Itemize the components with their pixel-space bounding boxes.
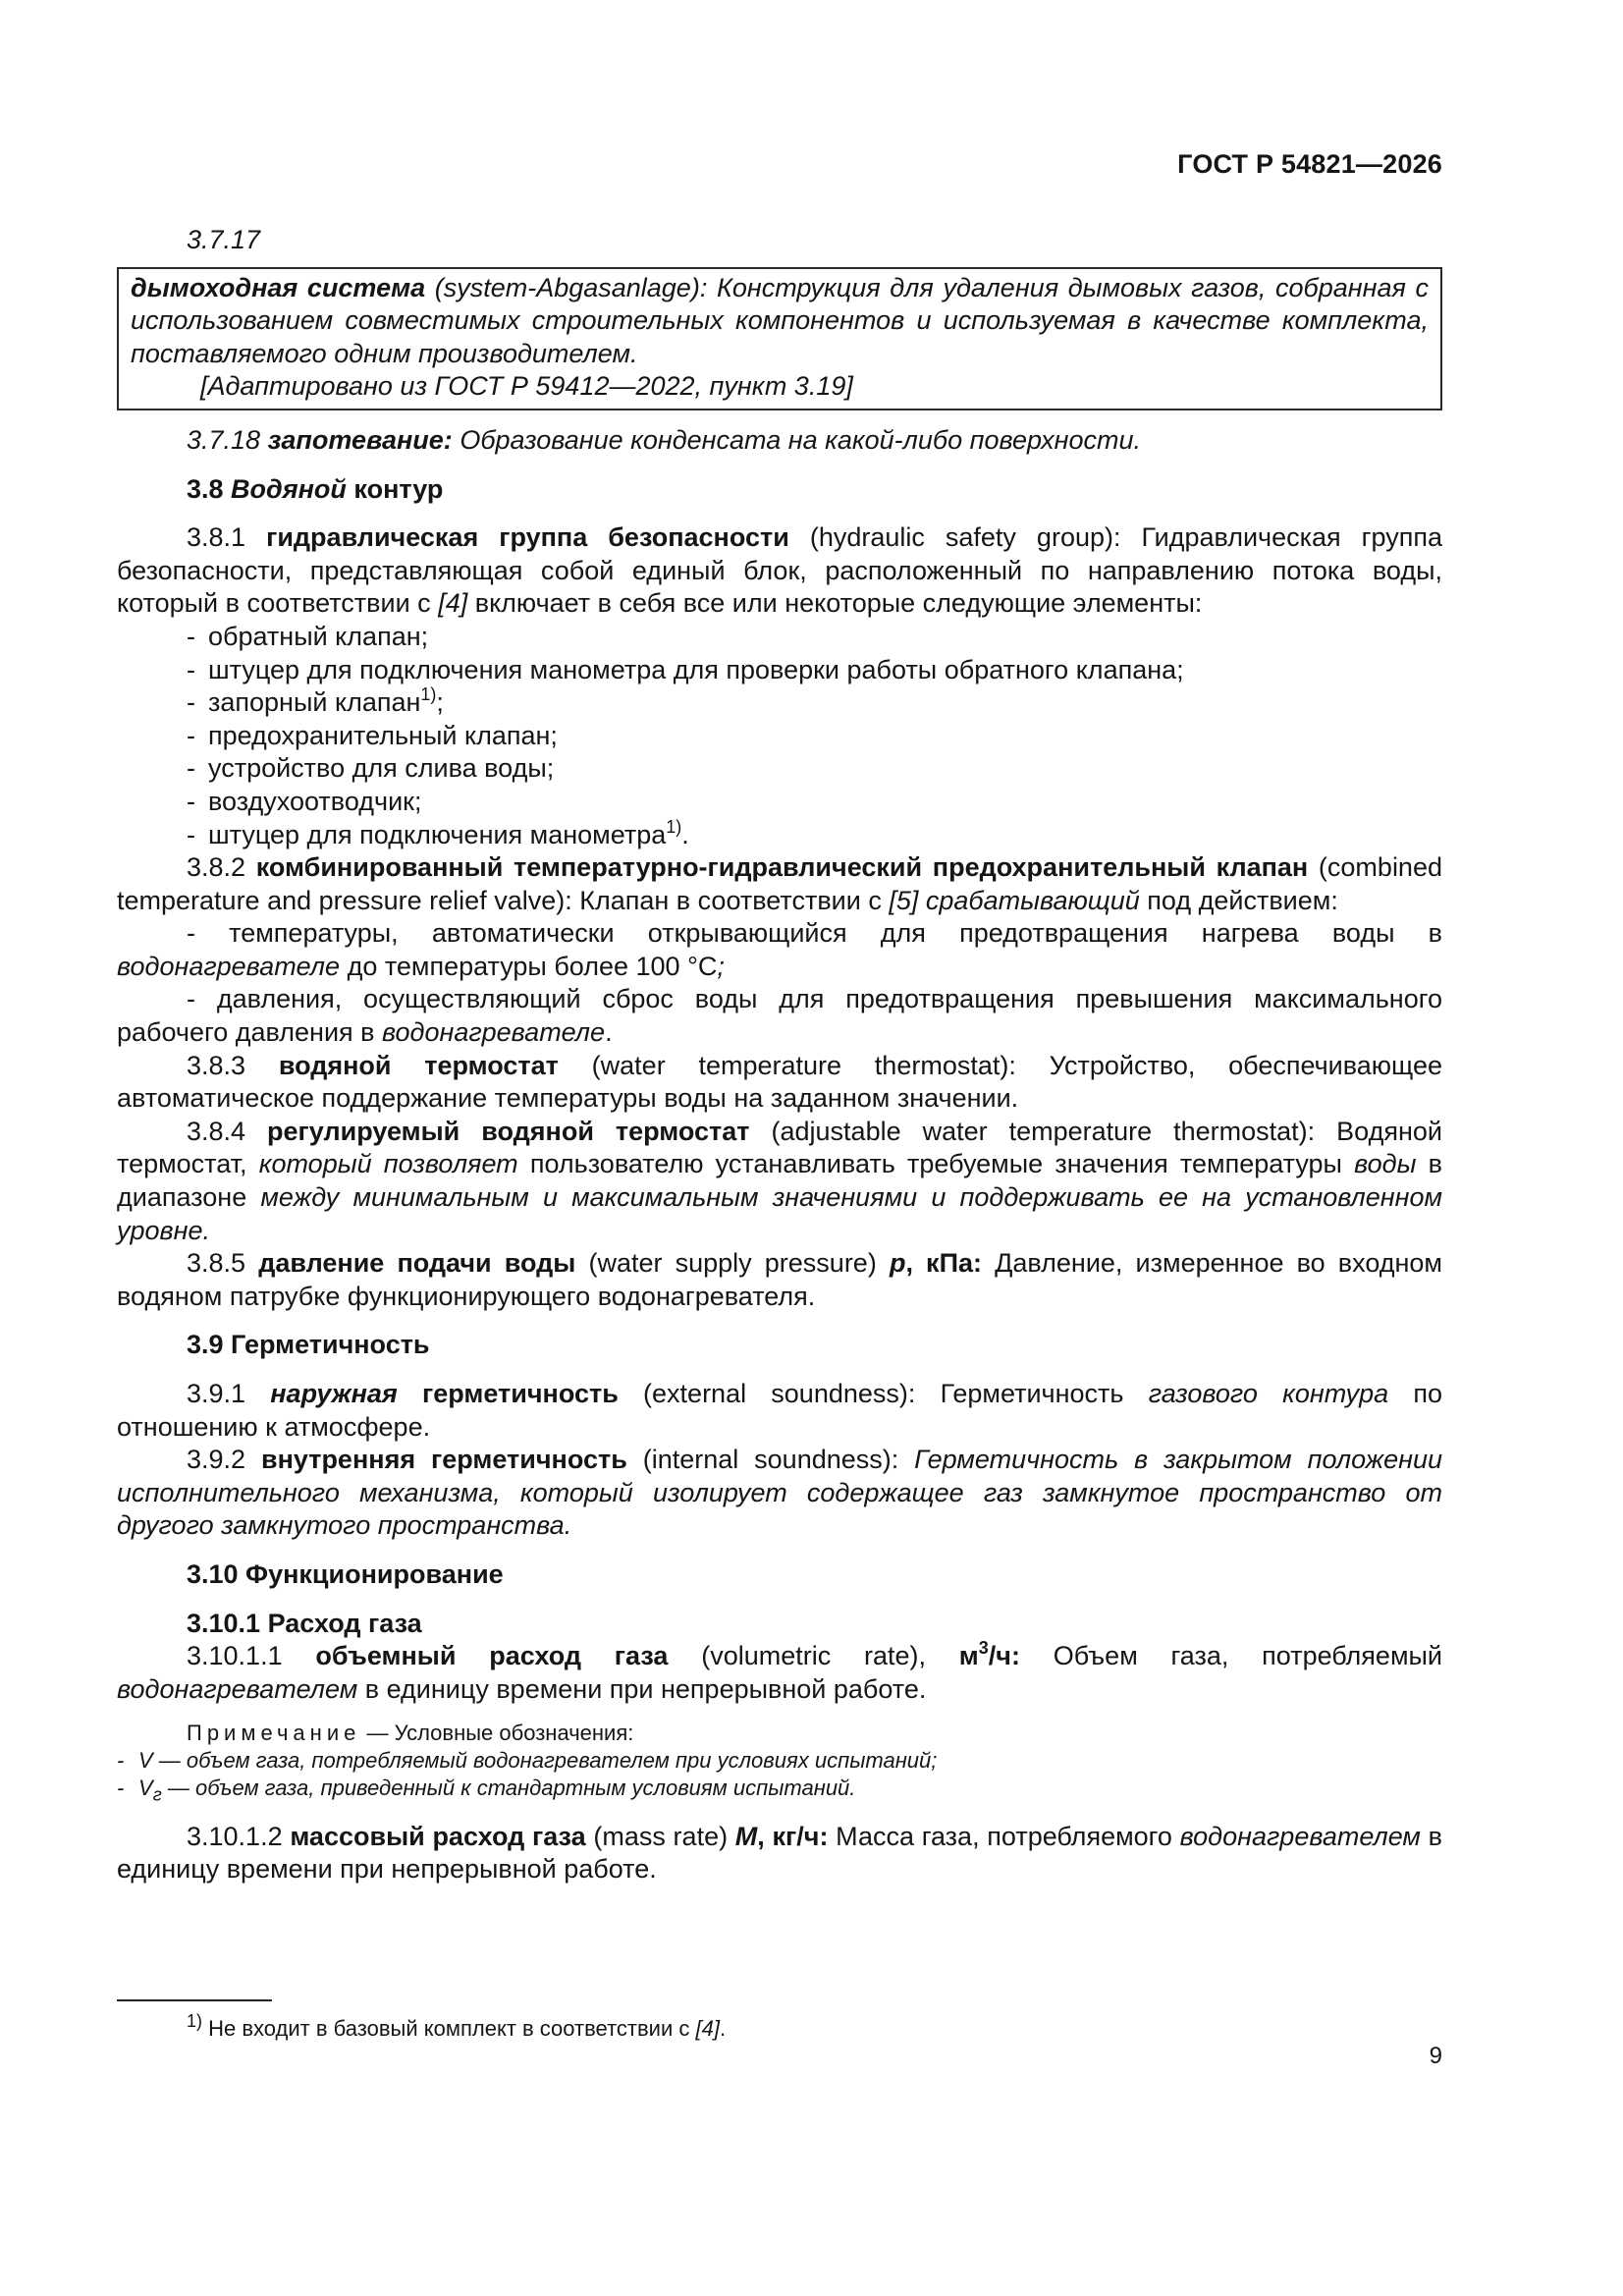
term-unit: м	[958, 1641, 979, 1671]
page-content	[117, 224, 1442, 1886]
term-unit: , кг/ч:	[757, 1821, 829, 1851]
list-item: - устройство для слива воды;	[187, 753, 555, 784]
note-intro-text: — Условные обозначения:	[360, 1721, 634, 1746]
note-symbol-subscript: г	[152, 1783, 162, 1805]
term-name: массовый расход газа	[290, 1821, 586, 1851]
section-title-italic: Водяной	[231, 473, 347, 504]
term-definition-italic: водонагревателем	[1179, 1821, 1421, 1851]
term-name: регулируемый водяной термостат	[267, 1116, 750, 1146]
bullet-punct: ;	[717, 951, 725, 981]
term-3-8-4	[117, 1116, 1442, 1247]
term-name: давление подачи воды	[258, 1248, 576, 1279]
element-list	[117, 621, 1442, 851]
list-item-text: штуцер для подключения манометра	[208, 819, 667, 849]
term-3-8-2	[117, 851, 1442, 917]
note-symbol: V	[138, 1776, 153, 1801]
term-definition: Конструкция для удаления дымовых газов, собранная с использованием совместимых строительных компонентов и используемая в качестве комплекта, поставляемого одним производителем.	[131, 272, 1430, 368]
term-definition: в единицу времени при непрерывной работе.	[117, 1821, 1442, 1885]
term-english: (volumetric rate),	[668, 1641, 959, 1671]
note-text: — объем газа, приведенный к стандартным условиям испытаний.	[161, 1776, 856, 1801]
page-number: 9	[1429, 2043, 1442, 2069]
term-3-8-1	[117, 521, 1442, 621]
term-english: (hydraulic safety group):	[788, 522, 1142, 553]
unit-superscript: 3	[978, 1638, 989, 1659]
term-definition-italic: воды	[1354, 1149, 1417, 1179]
term-definition: в единицу времени при непрерывной работе.	[357, 1673, 927, 1704]
bullet-text-tail: до температуры более 100 °C	[340, 951, 718, 981]
term-definition-tail: включает в себя все или некоторые следующие элементы:	[467, 588, 1203, 619]
term-definition-italic: который позволяет	[258, 1149, 518, 1179]
section-heading-3-10: 3.10 Функционирование	[187, 1558, 504, 1589]
note-symbol: V	[138, 1748, 153, 1774]
term-definition-italic: водонагревателем	[117, 1673, 358, 1704]
term-definition: Объем газа, потребляемый	[1019, 1641, 1442, 1671]
term-number: 3.8.3	[187, 1050, 279, 1080]
term-definition: в диапазоне	[117, 1149, 1442, 1213]
term-3-7-18	[117, 424, 1442, 458]
note-list-item: - $V_г$ — объем газа, приведенный к стандартным условиям испытаний.	[117, 1776, 856, 1805]
term-unit: , кПа:	[905, 1248, 982, 1279]
term-name: объемный расход газа	[315, 1641, 669, 1671]
term-definition-tail: под действием:	[1139, 885, 1338, 915]
list-item-text: воздухоотводчик;	[208, 786, 422, 816]
bullet-text: - давления, осуществляющий сброс воды для предотвращения превышения максимального рабочего давления в	[117, 984, 1442, 1048]
bullet-text: - температуры, автоматически открывающийся для предотвращения нагрева воды в	[187, 918, 1442, 949]
term-english: (adjustable water temperature thermostat):	[749, 1116, 1337, 1146]
list-item: - воздухоотводчик;	[187, 786, 422, 816]
term-3-8-5	[117, 1247, 1442, 1313]
term-english: (water supply pressure)	[575, 1248, 890, 1279]
bullet-italic: водонагревателе	[117, 951, 341, 981]
term-number: 3.8.1	[187, 522, 267, 553]
term-name: комбинированный температурно-гидравлический предохранительный клапан	[255, 852, 1309, 883]
term-3-8-2-bullet-temperature	[117, 917, 1442, 983]
term-english: (external soundness):	[618, 1379, 941, 1408]
note-text: — объем газа, потребляемый водонагревателем при условиях испытаний;	[152, 1748, 938, 1774]
list-item: - штуцер для подключения манометра$^{1)}$.	[187, 816, 689, 849]
term-definition: Давление, измеренное во входном водяном патрубке функционирующего водонагревателя.	[117, 1248, 1442, 1311]
term-3-7-17-definition	[131, 272, 1429, 371]
term-number: 3.9.1	[187, 1379, 271, 1408]
term-name: дымоходная система	[131, 272, 426, 302]
term-name: водяной термостат	[278, 1050, 559, 1080]
standard-code: ГОСТ Р 54821—2026	[1177, 149, 1442, 179]
list-item-tail: .	[681, 819, 689, 849]
note-intro	[117, 1720, 1442, 1747]
footnote-marker: 1)	[666, 816, 682, 837]
term-name: запотевание:	[267, 424, 453, 455]
term-3-9-1	[117, 1378, 1442, 1444]
term-name-italic: наружная	[270, 1379, 398, 1408]
term-name: внутренняя герметичность	[260, 1445, 627, 1475]
reference: [5] срабатывающий	[889, 885, 1140, 915]
list-item-text: предохранительный клапан;	[208, 720, 558, 750]
term-name: гидравлическая группа безопасности	[266, 522, 789, 553]
term-symbol: M	[734, 1821, 758, 1851]
term-name: герметичность	[397, 1379, 619, 1408]
list-item-tail: ;	[436, 687, 444, 718]
term-english: (water temperature thermostat):	[558, 1050, 1050, 1080]
term-english: (mass rate)	[585, 1821, 735, 1851]
term-definition: Масса газа, потребляемого	[828, 1821, 1180, 1851]
term-definition-italic: газового контура	[1148, 1379, 1389, 1408]
term-definition: пользователю устанавливать требуемые значения температуры	[517, 1149, 1355, 1179]
term-definition: по отношению к атмосфере.	[117, 1379, 1443, 1442]
term-unit-tail: /ч:	[988, 1641, 1020, 1671]
list-item: - запорный клапан$^{1)}$;	[187, 684, 444, 718]
footnote-marker: 1)	[187, 2010, 203, 2031]
list-item-text: обратный клапан;	[208, 621, 429, 651]
term-definition: Устройство, обеспечивающее автоматическое поддержание температуры воды на заданном значении.	[117, 1050, 1442, 1114]
bullet-italic: водонагревателе	[382, 1017, 606, 1048]
term-source: [Адаптировано из ГОСТ Р 59412—2022, пункт 3.19]	[200, 371, 853, 402]
term-definition-italic: между минимальным и максимальным значениями и поддерживать ее на установленном уровне.	[117, 1182, 1442, 1245]
list-item-text: штуцер для подключения манометра для проверки работы обратного клапана;	[208, 654, 1184, 684]
term-number: 3.9.2	[187, 1445, 261, 1475]
section-title: контур	[346, 473, 444, 504]
term-3-10-1-2	[117, 1821, 1442, 1886]
section-number: 3.8	[187, 473, 232, 504]
term-number: 3.10.1.2	[187, 1821, 291, 1851]
note-list	[117, 1747, 1442, 1808]
list-item-text: устройство для слива воды;	[208, 753, 555, 784]
term-definition: Герметичность	[940, 1379, 1149, 1408]
note-label: Примечание	[187, 1721, 361, 1746]
term-definition: Гидравлическая группа безопасности, представляющая собой единый блок, расположенный по направлению потока воды, который в соответствии с	[117, 522, 1442, 619]
term-3-8-2-bullet-pressure	[117, 983, 1442, 1049]
term-definition-italic: Герметичность в закрытом положении исполнительного механизма, который изолирует содержащее газ замкнутое пространство от другого замкнутого пространства.	[117, 1445, 1442, 1541]
term-english: (combined temperature and pressure relief valve):	[117, 852, 1442, 915]
footnote-marker: 1)	[420, 684, 437, 705]
term-number: 3.10.1.1	[187, 1641, 316, 1671]
footnote-text: Не входит в базовый комплект в соответствии с	[202, 2016, 696, 2041]
list-item: - предохранительный клапан;	[187, 720, 558, 750]
term-3-9-2	[117, 1444, 1442, 1543]
reference: [4]	[438, 588, 468, 619]
subsection-heading-3-10-1: 3.10.1 Расход газа	[187, 1608, 422, 1638]
term-box-3-7-17	[117, 267, 1442, 410]
footnote-divider	[117, 1999, 272, 2001]
list-item: - штуцер для подключения манометра для проверки работы обратного клапана;	[187, 654, 1184, 684]
section-heading-3-8	[117, 473, 1442, 507]
note-block	[117, 1720, 1442, 1808]
note-list-item: - V — объем газа, потребляемый водонагревателем при условиях испытаний;	[117, 1748, 938, 1774]
footnote-reference: [4]	[695, 2016, 720, 2041]
term-number: 3.7.18	[187, 424, 268, 455]
term-english: (internal soundness):	[626, 1445, 915, 1475]
term-number: 3.8.4	[187, 1116, 268, 1146]
term-definition: Водяной термостат,	[117, 1116, 1442, 1179]
list-item: - обратный клапан;	[187, 621, 429, 651]
term-number: 3.8.2	[187, 852, 256, 883]
footnote-tail: .	[719, 2016, 727, 2041]
term-number: 3.8.5	[187, 1248, 259, 1279]
term-definition: Образование конденсата на какой-либо поверхности.	[452, 424, 1142, 455]
bullet-text-tail: .	[605, 1017, 613, 1048]
list-item-text: запорный клапан	[208, 687, 421, 718]
term-3-8-3	[117, 1050, 1442, 1116]
term-english: (system-Abgasanlage):	[425, 272, 717, 302]
footnote	[187, 2010, 727, 2043]
section-heading-3-9: 3.9 Герметичность	[187, 1330, 430, 1360]
term-symbol: p	[889, 1248, 906, 1279]
term-number-3-7-17: 3.7.17	[187, 225, 261, 254]
term-definition: Клапан в соответствии с	[579, 885, 890, 915]
term-3-10-1-1	[117, 1640, 1442, 1706]
